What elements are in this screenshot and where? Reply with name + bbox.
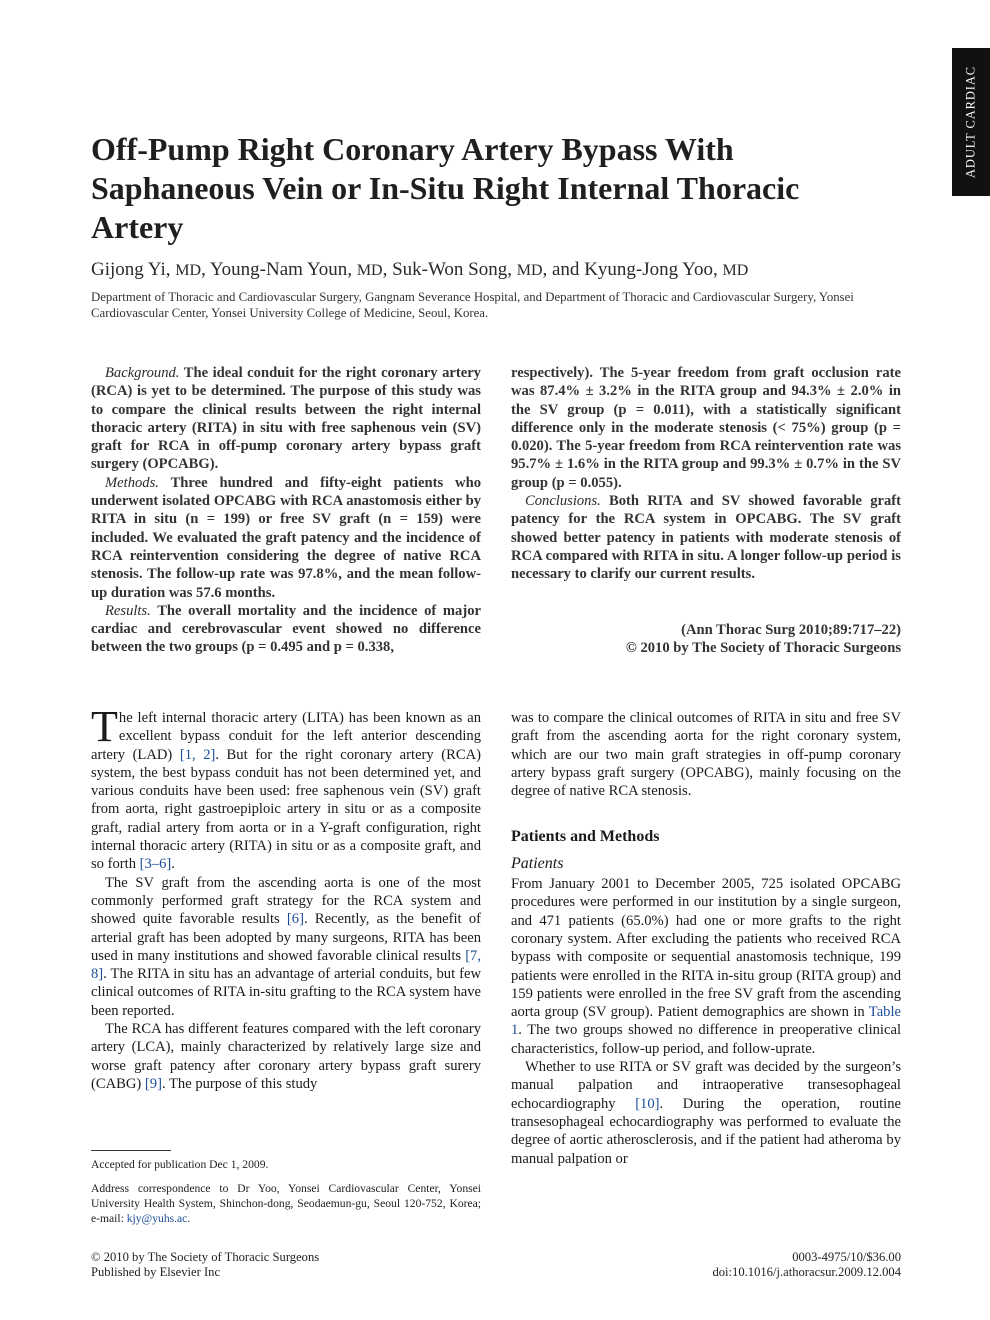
reference-link[interactable]: [6] [286,911,304,928]
abstract-methods: Methods. Three hundred and fifty-eight patients who underwent isolated OPCABG with RCA anastomosis either by RITA in situ (n = 199) or free SV graft (n = 159) were included. We evaluated the graft patency and the incidence of RCA reintervention considering the degree of native RCA stenosis. The follow-up rate was 97.8%, and the mean follow-up duration was 57.6 months. [91,474,481,601]
section-tab-label: ADULT CARDIAC [963,65,978,179]
reference-link[interactable]: [7, 8] [91,947,481,983]
abstract-results-cont: respectively). The 5-year freedom from graft occlusion rate was 87.4% ± 3.2% in the RITA group and 94.3% ± 2.0% in the SV group (p = 0.011), with a statistically significant difference only in the moderate stenosis (< 75%) group (p = 0.020). The 5-year freedom from RCA reintervention rate was 95.7% ± 1.6% in the RITA group and 99.3% ± 0.7% in the SV group (p = 0.055). [511,365,901,491]
article-title: Off-Pump Right Coronary Artery Bypass With Saphaneous Vein or In-Situ Right Internal Thoracic Artery [91,131,800,245]
drop-cap: T [91,702,118,751]
author-name: Gijong Yi [91,259,166,280]
footer-identifiers [600,1250,901,1280]
abstract-background: Background. The ideal conduit for the right coronary artery (RCA) is yet to be determined. The purpose of this study was to compare the clinical results between the right internal thoracic artery (RITA) in situ with free saphenous vein (SV) graft for RCA in off-pump coronary artery bypass graft surgery (OPCABG). [91,365,481,473]
body-paragraph: The RCA has different features compared with the left coronary artery (LCA), mainly characterized by relatively large size and worse graft patency after coronary artery bypass graft surery (CABG) [9]. The purpose of this study [91,1021,481,1092]
section-tab [952,48,990,196]
author-degree: MD [356,262,383,279]
reference-link[interactable]: [10] [635,1095,660,1112]
affiliation: Department of Thoracic and Cardiovascular Surgery, Gangnam Severance Hospital, and Department of Thoracic and Cardiovascular Surgery, Yonsei Cardiovascular Center, Yonsei University College of Medicine, Seoul, Korea. [91,290,854,320]
body-paragraph: From January 2001 to December 2005, 725 isolated OPCABG procedures were performed in our institution by a single surgeon, and 471 patients (65.0%) had one or more grafts to the right coronary system. After excluding the patients who received RCA bypass with composite or sequential anastomosis technique, 199 patients were enrolled in the RITA in-situ group (RITA group) and 159 patients were enrolled in the free SV graft from the ascending aorta group (SV group). Patient demographics are shown in Table 1. The two groups showed no difference in preoperative clinical characteristics, follow-up period, and follow-uprate. [511,876,901,1057]
body-left-column [91,702,482,1093]
body-paragraph: was to compare the clinical outcomes of RITA in situ and free SV graft from the ascending aorta for the right coronary system, which are our two main graft strategies in off-pump coronary artery bypass graft surgery (OPCABG), mainly focusing on the degree of native RCA stenosis. [511,710,901,800]
body-paragraph: Whether to use RITA or SV graft was decided by the surgeon’s manual palpation and intraoperative transesophageal echocardiography [10]. During the operation, routine transesophageal echocardiography was performed to evaluate the degree of aortic atherosclerosis, and if the patient had atheroma by manual palpation or [511,1059,902,1167]
abstract-right-column [511,364,901,584]
correspondence-note: Address correspondence to Dr Yoo, Yonsei Cardiovascular Center, Yonsei University Health System, Shinchon-dong, Seodaemun-gu, Seoul 120-752, Korea; e-mail: kjy@yuhs.ac. [91,1182,481,1225]
author-degree: MD [516,262,543,279]
body-paragraph: The left internal thoracic artery (LITA) has been known as an excellent bypass conduit for the left anterior descending artery (LAD) [1, 2]. But for the right coronary artery (RCA) system, the best bypass conduit has not been determined yet, and various conduits have been used: free saphenous vein (SV) graft from aorta, right gastroepiploic artery in situ or as a composite graft, radial artery from aorta or in a Y-graft configuration, right internal thoracic artery (RITA) in situ or as a composite graft, and so forth [3–6]. [91,702,481,873]
author-degree: MD [722,262,749,279]
accepted-note: Accepted for publication Dec 1, 2009. [91,1158,269,1171]
author-name: Young-Nam Youn [209,259,348,280]
doi: doi:10.1016/j.athoracsur.2009.12.004 [712,1265,901,1279]
abstract-left-column [91,364,481,657]
abstract-heading: Results. [105,602,151,619]
abstract-conclusions: Conclusions. Both RITA and SV showed favorable graft patency for the RCA system in OPCABG. The SV graft showed better patency in patients with moderate stenosis of RCA compared with RITA in situ. A longer follow-up period is necessary to clarify our current results. [511,493,901,583]
footnote-divider [91,1150,171,1151]
subsection-heading: Patients [511,854,564,872]
table-link[interactable]: Table 1 [511,1004,901,1039]
body-paragraph: The SV graft from the ascending aorta is one of the most commonly performed graft strategy for the RCA system and showed quite favorable results [6]. Recently, as the benefit of arterial graft has been adopted by many surgeons, RITA has been used in many institutions and showed favorable clinical results [7, 8]. The RITA in situ has an advantage of arterial conduits, but few clinical outcomes of RITA in-situ grafting to the RCA system have been reported. [91,874,482,1019]
reference-link[interactable]: [1, 2] [179,746,216,763]
author-name: Kyung-Jong Yoo [584,259,713,280]
journal-citation: (Ann Thorac Surg 2010;89:717–22) © 2010 by The Society of Thoracic Surgeons [625,622,901,657]
abstract-heading: Background. [105,365,180,381]
author-list: Gijong Yi, MD, Young-Nam Youn, MD, Suk-Won Song, MD, and Kyung-Jong Yoo, MD [91,259,749,280]
abstract-heading: Methods. [105,474,159,491]
section-heading: Patients and Methods [511,828,660,846]
footer-publisher: © 2010 by The Society of Thoracic Surgeons Published by Elsevier Inc [91,1250,320,1279]
reference-link[interactable]: [3–6] [139,856,172,873]
author-degree: MD [175,262,202,279]
author-name: Suk-Won Song [392,259,508,280]
body-right-column [511,709,901,1168]
abstract-results: Results. The overall mortality and the incidence of major cardiac and cerebrovascular event showed no difference between the two groups (p = 0.495 and p = 0.338, [91,602,481,656]
issn-price: 0003-4975/10/$36.00 [792,1250,901,1264]
email-link[interactable]: kjy@yuhs.ac [126,1212,188,1225]
abstract-heading: Conclusions. [525,493,601,510]
reference-link[interactable]: [9] [144,1075,162,1092]
